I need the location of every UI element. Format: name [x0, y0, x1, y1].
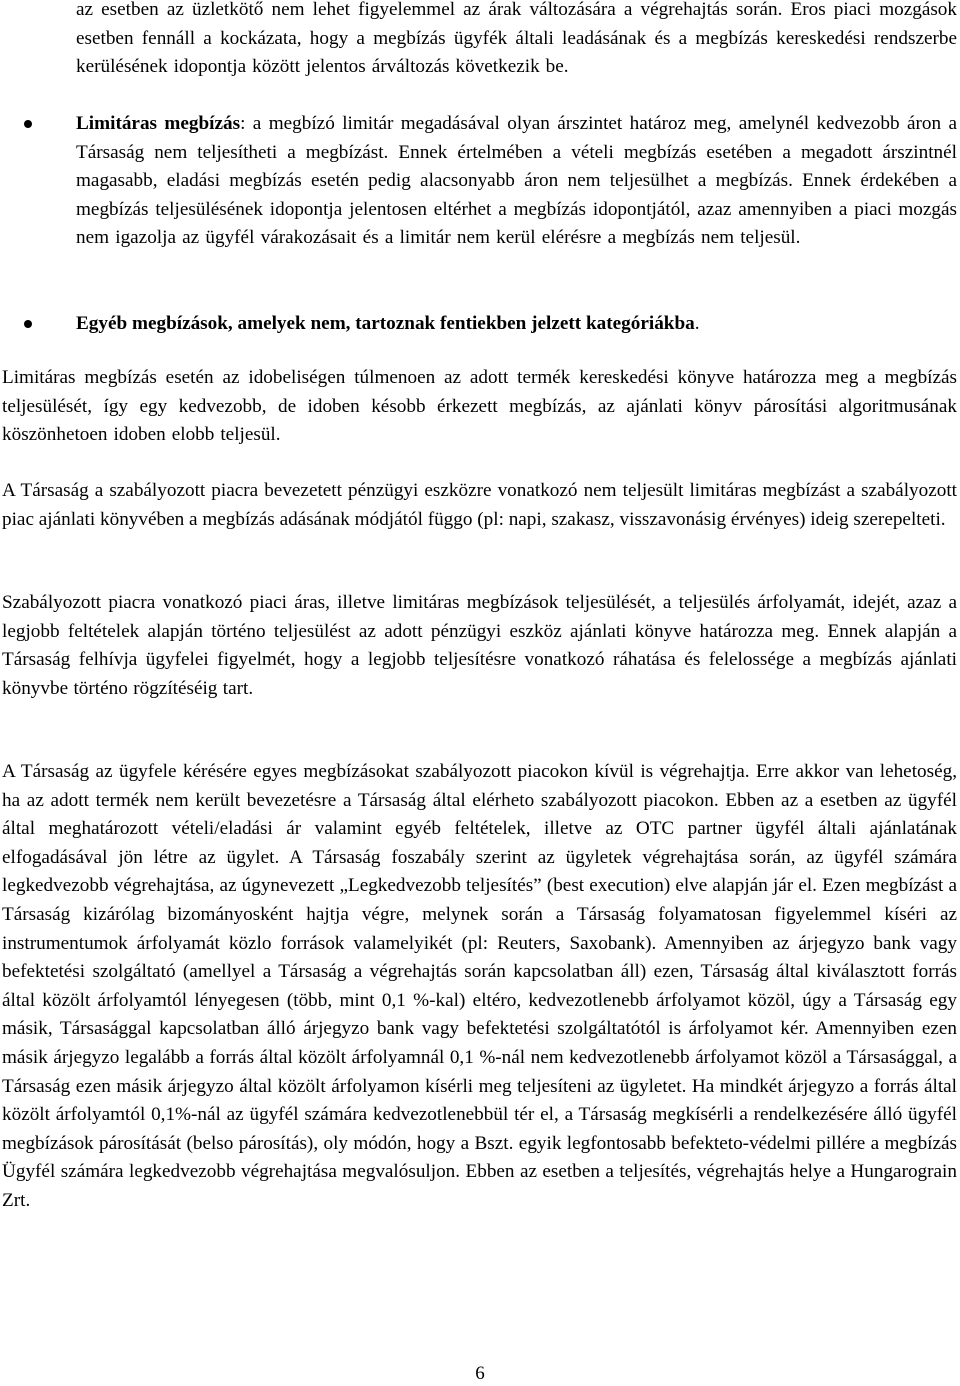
bullet-limit-order: [76, 110, 957, 253]
paragraph-regulated-market: Szabályozott piacra vonatkozó piaci áras, illetve limitáras megbízások teljesülését, a teljesülés árfolyamát, idejét, azaz a legjobb feltételek alapján történo teljesülést az adott pénzügyi eszköz ajánlati könyve határozza meg. Ennek alapján a Társaság felhívja ügyfelei figyelmét, hogy a legjobb teljesítésre vonatkozó ráhatása és felelossége a megbízás ajánlati könyvbe történo rögzítéséig tart.: [2, 592, 957, 699]
bullet-other-orders: [76, 310, 957, 339]
other-orders-label: Egyéb megbízások, amelyek nem, tartoznak fentiekben jelzett kategóriákba: [76, 313, 695, 334]
paragraph-limit-priority: Limitáras megbízás esetén az idobeliségen túlmenoen az adott termék kereskedési könyve határozza meg a megbízás teljesülését, így egy kedvezobb, de idoben késobb érkezett megbízás, az ajánlati könyv párosítási algoritmusának köszönhetoen idoben elobb teljesül.: [2, 367, 957, 446]
bullet-dot-icon: [24, 320, 32, 328]
bullet-dot-icon: [24, 120, 32, 128]
bullet-continuation: [76, 0, 957, 82]
page-number: 6: [475, 1363, 485, 1384]
bullet-continuation-text: az esetben az üzletkötő nem lehet figyelemmel az árak változására a végrehajtás során. Eros piaci mozgások esetben fennáll a kockázata, hogy a megbízás ügyfék általi leadásának és a megbízás kereskedési rendszerbe kerülésének idopontja között jelentos árváltozás következik be.: [76, 0, 957, 78]
paragraph-unfilled-limit: A Társaság a szabályozott piacra bevezetett pénzügyi eszközre vonatkozó nem teljesült limitáras megbízást a szabályozott piac ajánlati könyvében a megbízás adásának módjától függo (pl: napi, szakasz, visszavonásig érvényes) ideig szerepelteti.: [2, 480, 957, 530]
other-orders-tail: .: [694, 313, 700, 334]
limit-order-text: : a megbízó limitár megadásával olyan árszintet határoz meg, amelynél kedvezobb áron a Társaság nem teljesítheti a megbízást. Ennek értelmében a vételi megbízás esetében a megadott árszintnél magasabb, eladási megbízás esetén pedig alacsonyabb áron nem teljesülhet a megbízás. Ennek érdekében a megbízás teljesülésének idopontja jelentosen eltérhet a megbízás idopontjától, azaz amennyiben a piaci mozgás nem igazolja az ügyfél várakozásait és a limitár nem kerül elérésre a megbízás nem teljesül.: [76, 113, 957, 249]
paragraph-otc-execution: A Társaság az ügyfele kérésére egyes megbízásokat szabályozott piacokon kívül is végrehajtja. Erre akkor van lehetoség, ha az adott termék nem került bevezetésre a Társaság által elérheto szabályozott piacokon. Ebben az a esetben az ügyfél által meghatározott vételi/eladási ár valamint egyéb feltételek, illetve az OTC partner ügyfél általi ajánlatának elfogadásával jön létre az ügylet. A Társaság foszabály szerint az ügyletek végrehajtása során, az ügyfél számára legkedvezobb végrehajtása, az úgynevezett „Legkedvezobb teljesítés” (best execution) elve alapján jár el. Ezen megbízást a Társaság kizárólag bizományosként hajtja végre, melynek során a Társaság folyamatosan figyelemmel kíséri az instrumentumok árfolyamát közlo források valamelyikét (pl: Reuters, Saxobank). Amennyiben az árjegyzo bank vagy befektetési szolgáltató (amellyel a Társaság a végrehajtás során kapcsolatban áll) ezen, Társaság által kiválasztott forrás által közölt árfolyamtól lényegesen (több, mint 0,1 %-kal) eltéro, kedvezotlenebb árfolyamot közöl, úgy a Társaság egy másik, Társasággal kapcsolatban álló árjegyzo bank vagy befektetési szolgáltatótól is árfolyamot kér. Amennyiben ezen másik árjegyzo legalább a forrás által közölt árfolyamnál 0,1 %-nál nem kedvezotlenebb árfolyamot közöl a Társasággal, a Társaság ezen másik árjegyzo által közölt árfolyamon kísérli meg teljesíteni az ügyletet. Ha mindkét árjegyzo a forrás által közölt árfolyamtól 0,1%-nál az ügyfél számára kedvezotlenebbül tér el, a Társaság megkísérli a rendelkezésére álló ügyfél megbízások párosítását (belso párosítás), oly módón, hogy a Bszt. egyik legfontosabb befekteto-védelmi pillére a megbízás Ügyfél számára legkedvezobb végrehajtása megvalósuljon. Ebben az esetben a teljesítés, végrehajtás helye a Hungarograin Zrt.: [2, 761, 957, 1211]
limit-order-label: Limitáras megbízás: [76, 113, 241, 134]
